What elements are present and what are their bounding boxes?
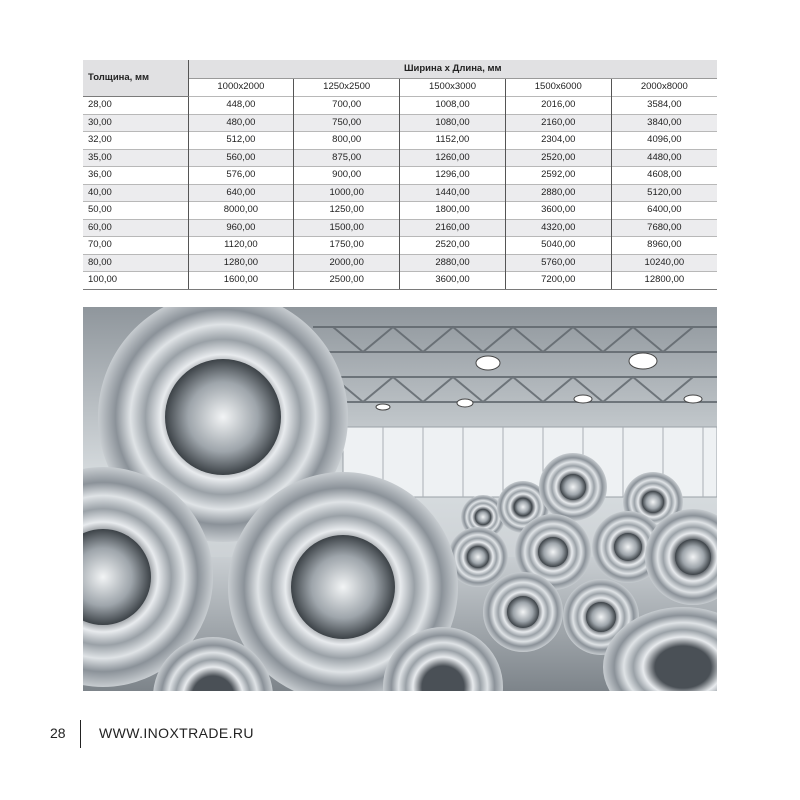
- value-cell: 1296,00: [400, 167, 506, 185]
- steel-coils-illustration: [83, 307, 717, 691]
- value-cell: 1280,00: [188, 254, 294, 272]
- thickness-cell: 35,00: [83, 149, 188, 167]
- value-cell: 2016,00: [505, 97, 611, 115]
- value-cell: 5120,00: [611, 184, 717, 202]
- column-header: 1250x2500: [294, 79, 400, 97]
- thickness-cell: 32,00: [83, 132, 188, 150]
- steel-coils-photo: [83, 307, 717, 691]
- thickness-cell: 28,00: [83, 97, 188, 115]
- value-cell: 2160,00: [505, 114, 611, 132]
- value-cell: 960,00: [188, 219, 294, 237]
- table-row: [83, 97, 717, 115]
- table-row: [83, 254, 717, 272]
- value-cell: 2500,00: [294, 272, 400, 290]
- thickness-cell: 80,00: [83, 254, 188, 272]
- value-cell: 10240,00: [611, 254, 717, 272]
- thickness-column-header: Толщина, мм: [83, 60, 188, 97]
- value-cell: 576,00: [188, 167, 294, 185]
- value-cell: 3584,00: [611, 97, 717, 115]
- value-cell: 3600,00: [505, 202, 611, 220]
- value-cell: 1152,00: [400, 132, 506, 150]
- value-cell: 1250,00: [294, 202, 400, 220]
- page-number: 28: [50, 725, 66, 741]
- value-cell: 4096,00: [611, 132, 717, 150]
- value-cell: 1008,00: [400, 97, 506, 115]
- value-cell: 7200,00: [505, 272, 611, 290]
- column-header: 2000x8000: [611, 79, 717, 97]
- value-cell: 1000,00: [294, 184, 400, 202]
- value-cell: 1440,00: [400, 184, 506, 202]
- value-cell: 7680,00: [611, 219, 717, 237]
- table-row: [83, 167, 717, 185]
- value-cell: 2520,00: [505, 149, 611, 167]
- value-cell: 750,00: [294, 114, 400, 132]
- value-cell: 8000,00: [188, 202, 294, 220]
- column-header: 1500x6000: [505, 79, 611, 97]
- value-cell: 800,00: [294, 132, 400, 150]
- value-cell: 2520,00: [400, 237, 506, 255]
- value-cell: 2304,00: [505, 132, 611, 150]
- thickness-cell: 70,00: [83, 237, 188, 255]
- value-cell: 700,00: [294, 97, 400, 115]
- table-row: [83, 149, 717, 167]
- thickness-cell: 36,00: [83, 167, 188, 185]
- value-cell: 4320,00: [505, 219, 611, 237]
- column-header: 1000x2000: [188, 79, 294, 97]
- table-row: [83, 184, 717, 202]
- table-body: [83, 97, 717, 290]
- value-cell: 2880,00: [505, 184, 611, 202]
- website-link[interactable]: WWW.INOXTRADE.RU: [99, 725, 254, 741]
- table-row: [83, 114, 717, 132]
- table-row: [83, 237, 717, 255]
- value-cell: 560,00: [188, 149, 294, 167]
- value-cell: 5040,00: [505, 237, 611, 255]
- value-cell: 2160,00: [400, 219, 506, 237]
- value-cell: 2880,00: [400, 254, 506, 272]
- value-cell: 3840,00: [611, 114, 717, 132]
- value-cell: 900,00: [294, 167, 400, 185]
- value-cell: 1750,00: [294, 237, 400, 255]
- value-cell: 640,00: [188, 184, 294, 202]
- column-header: 1500x3000: [400, 79, 506, 97]
- value-cell: 1500,00: [294, 219, 400, 237]
- value-cell: 12800,00: [611, 272, 717, 290]
- footer-divider: [80, 720, 81, 748]
- value-cell: 875,00: [294, 149, 400, 167]
- thickness-cell: 50,00: [83, 202, 188, 220]
- value-cell: 3600,00: [400, 272, 506, 290]
- table-row: [83, 202, 717, 220]
- table-row: [83, 219, 717, 237]
- value-cell: 1120,00: [188, 237, 294, 255]
- thickness-cell: 40,00: [83, 184, 188, 202]
- value-cell: 6400,00: [611, 202, 717, 220]
- table-header-row: [83, 60, 717, 79]
- page-footer: [0, 720, 800, 750]
- dimensions-group-header: Ширина x Длина, мм: [188, 60, 717, 79]
- thickness-cell: 30,00: [83, 114, 188, 132]
- value-cell: 4480,00: [611, 149, 717, 167]
- thickness-cell: 100,00: [83, 272, 188, 290]
- value-cell: 4608,00: [611, 167, 717, 185]
- value-cell: 1800,00: [400, 202, 506, 220]
- value-cell: 1080,00: [400, 114, 506, 132]
- value-cell: 1600,00: [188, 272, 294, 290]
- value-cell: 448,00: [188, 97, 294, 115]
- value-cell: 1260,00: [400, 149, 506, 167]
- value-cell: 480,00: [188, 114, 294, 132]
- table-row: [83, 132, 717, 150]
- table-row: [83, 272, 717, 290]
- specification-table: [83, 60, 717, 290]
- value-cell: 512,00: [188, 132, 294, 150]
- thickness-cell: 60,00: [83, 219, 188, 237]
- value-cell: 5760,00: [505, 254, 611, 272]
- value-cell: 2592,00: [505, 167, 611, 185]
- value-cell: 2000,00: [294, 254, 400, 272]
- value-cell: 8960,00: [611, 237, 717, 255]
